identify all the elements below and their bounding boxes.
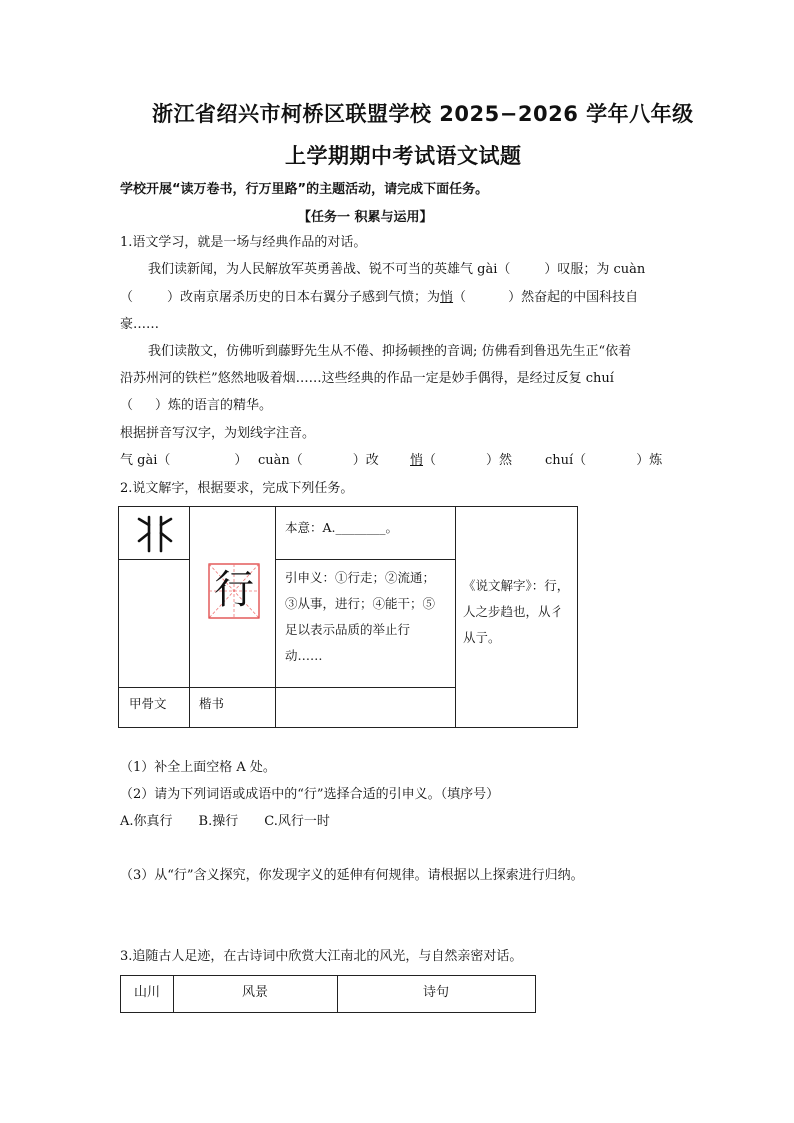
q1-para1-line2 [120, 288, 638, 308]
benyi-cell[interactable]: 本意：A.________。 [285, 520, 399, 535]
q2-sub2: （2）请为下列词语或成语中的“行”选择合适的引申义。（填序号） [120, 787, 500, 802]
label-regular-script: 楷书 [199, 696, 225, 711]
q1-text: ）改南京屠杀历史的日本右翼分子感到气愤；为 [167, 290, 441, 305]
answer-label: （ [423, 453, 437, 468]
yinshen-line: 引申义：①行走；②流通； [285, 570, 436, 585]
q1-text: ）然奋起的中国科技自 [508, 290, 639, 305]
q3-stem: 3.追随古人足迹，在古诗词中欣赏大江南北的风光，与自然亲密对话。 [120, 949, 523, 964]
regular-script-character: 行 [214, 567, 254, 613]
q1-answer-a[interactable] [120, 451, 247, 471]
q1-para2-line1: 我们读散文，仿佛听到藤野先生从不倦、抑扬顿挫的音调; 仿佛看到鲁迅先生正“依着 [148, 344, 632, 359]
q1-text: 我们读新闻，为人民解放军英勇善战、锐不可当的英雄气 gài（ [148, 262, 511, 277]
answer-label: ）改 [352, 453, 379, 468]
shuowen-line: 人之步趋也，从彳 [463, 604, 564, 619]
q1-answer-b[interactable] [258, 451, 379, 471]
underlined-char: 悄 [440, 290, 454, 305]
q1-para1-line3: 豪…… [120, 317, 160, 332]
q1-text: （ [120, 398, 134, 413]
answer-label: cuàn（ [258, 453, 303, 468]
q1-answer-d[interactable] [545, 451, 662, 471]
underlined-char: 悄 [410, 453, 424, 468]
yinshen-line: 足以表示品质的举止行 [285, 622, 411, 637]
q1-answer-c[interactable] [410, 451, 512, 471]
table-header-scenery: 风景 [241, 985, 268, 1000]
task1-heading: 【任务一 积累与运用】 [298, 210, 433, 225]
character-table [118, 506, 578, 728]
q2-sub3: （3）从“行”含义探究，你发现字义的延伸有何规律。请根据以上探索进行归纳。 [120, 868, 584, 883]
q2-options: A.你真行 B.操行 C.风行一时 [120, 814, 330, 829]
regular-script-character-box [208, 563, 260, 619]
yinshen-line: ③从事，进行；④能干；⑤ [285, 596, 436, 611]
q1-stem: 1.语文学习，就是一场与经典作品的对话。 [120, 235, 367, 250]
intro-text: 学校开展“读万卷书，行万里路”的主题活动，请完成下面任务。 [120, 182, 489, 197]
table-divider [119, 687, 455, 688]
answer-label: chuí（ [545, 453, 587, 468]
q1-para2-line3 [120, 396, 272, 416]
q1-para1-line1 [148, 260, 645, 280]
label-oracle-bone: 甲骨文 [129, 696, 167, 711]
oracle-bone-character-image [135, 511, 175, 557]
q1-text: （ [453, 290, 467, 305]
shuowen-line: 《说文解字》：行， [463, 578, 570, 593]
table-divider [189, 507, 190, 727]
table-divider [455, 507, 456, 727]
shuowen-line: 从亍。 [463, 630, 501, 645]
table-header-poem: 诗句 [422, 985, 449, 1000]
table-divider [275, 559, 455, 560]
answer-label: ）然 [486, 453, 513, 468]
q2-sub1: （1）补全上面空格 A 处。 [120, 760, 276, 775]
q1-text: （ [120, 290, 134, 305]
answer-label: 气 gài（ [120, 453, 171, 468]
q1-text: ）叹服；为 cuàn [544, 262, 646, 277]
page-title: 浙江省绍兴市柯桥区联盟学校 2025−2026 学年八年级 [152, 102, 694, 126]
q1-text: ）炼的语言的精华。 [155, 398, 273, 413]
q1-instruction: 根据拼音写汉字，为划线字注音。 [120, 426, 316, 441]
answer-label: ） [234, 453, 248, 468]
table-header-mountains: 山川 [133, 985, 160, 1000]
table-divider [275, 507, 276, 727]
page-subtitle: 上学期期中考试语文试题 [285, 144, 522, 168]
poetry-table [120, 975, 536, 1013]
q1-para2-line2: 沿苏州河的铁栏”悠然地吸着烟……这些经典的作品一定是妙手偶得，是经过反复 chuí [120, 371, 614, 386]
yinshen-line: 动…… [285, 648, 323, 663]
table-divider [119, 559, 189, 560]
answer-label: ）炼 [636, 453, 663, 468]
q2-stem: 2.说文解字，根据要求，完成下列任务。 [120, 481, 354, 496]
